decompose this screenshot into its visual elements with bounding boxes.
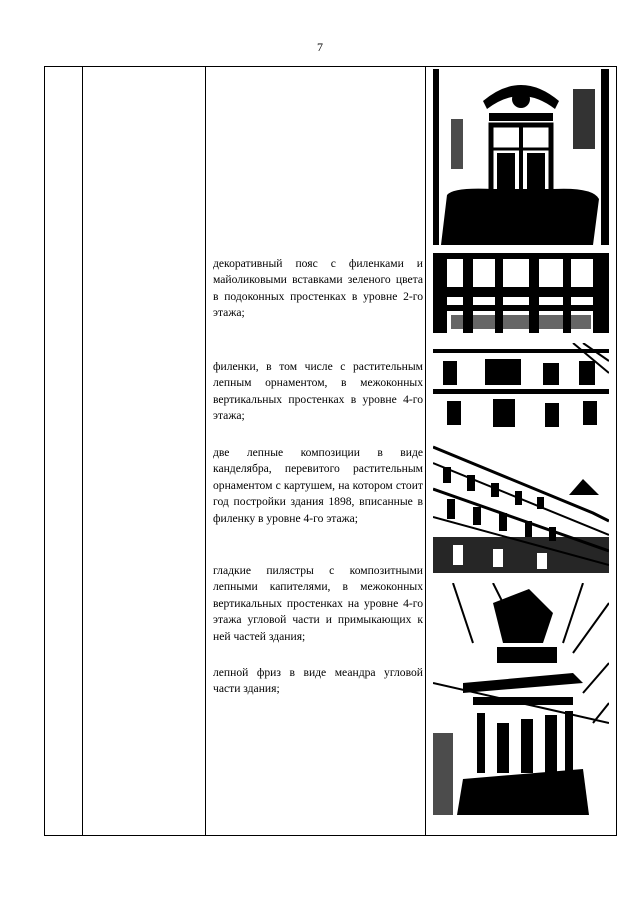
building-window-balcony-photo — [433, 69, 609, 245]
column-divider — [82, 67, 83, 835]
column-divider — [205, 67, 206, 835]
window-belt-photo — [433, 253, 609, 333]
features-table — [44, 66, 617, 836]
corner-tower-photo — [433, 583, 609, 815]
feature-description: филенки, в том числе с растительным лепным орнаментом, в межоконных вертикальных простенках в уровне 4-го этажа; — [213, 360, 423, 423]
page-number: 7 — [317, 40, 323, 54]
feature-description: гладкие пилястры с композитными лепными капителями, в межоконных вертикальных простенках на уровне 4-го этажа угловой части и примыкающих к ней частей здания; — [213, 564, 423, 643]
street-facade-perspective-photo — [433, 437, 609, 573]
feature-description: лепной фриз в виде меандра угловой части здания; — [213, 666, 423, 696]
feature-description: декоративный пояс с филенками и майоликовыми вставками зеленого цвета в подоконных простенках в уровне 2-го этажа; — [213, 257, 423, 320]
feature-description: две лепные композиции в виде канделябра, перевитого растительным орнаментом с картушем, на котором стоит год постройки здания 1898, вписанные в филенку в уровне 4-го этажа; — [213, 446, 423, 525]
facade-upper-floors-photo — [433, 343, 609, 427]
column-divider — [425, 67, 426, 835]
